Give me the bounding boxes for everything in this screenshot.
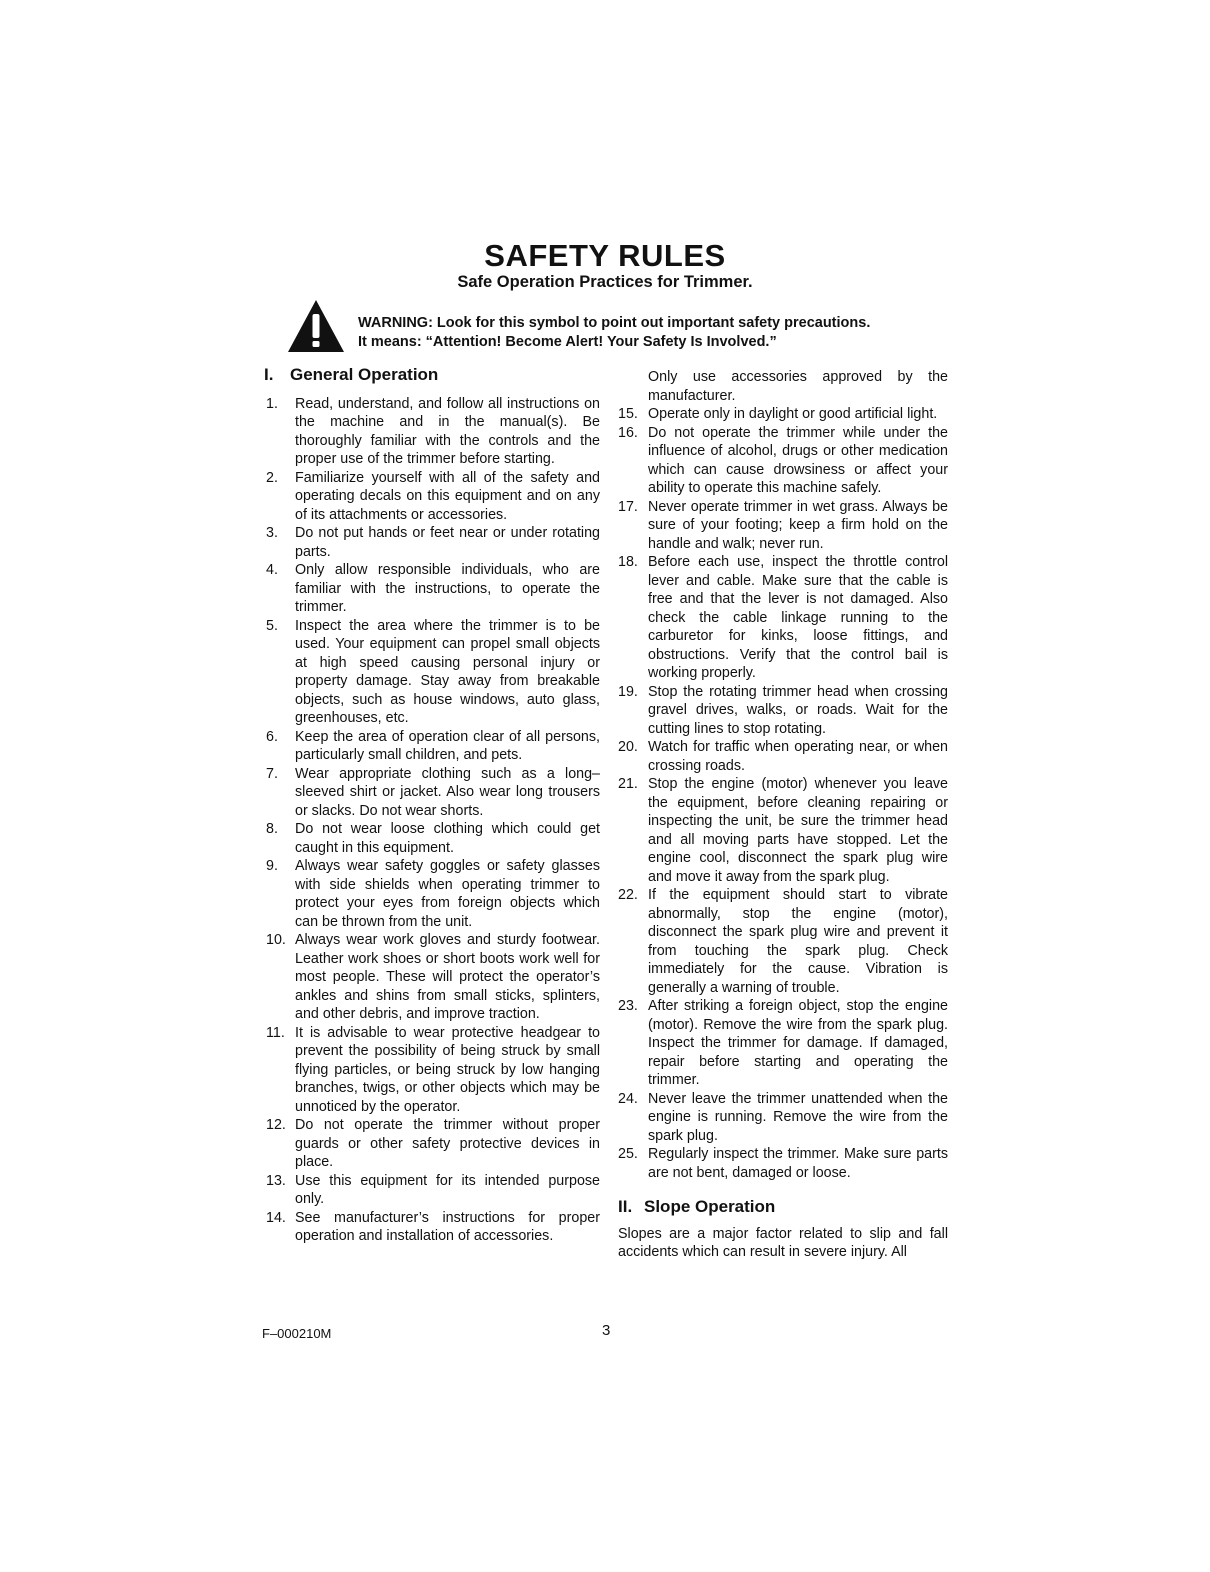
right-column [618,368,948,1262]
list-item-text: Stop the rotating trimmer head when crossing gravel drives, walks, or roads. Wait for the cutting lines to stop rotating. [648,683,948,737]
section-number: II. [618,1197,633,1216]
section-title: General Operation [290,365,439,384]
section-paragraph: Slopes are a major factor related to slip and fall accidents which can result in severe injury. All [618,1225,948,1260]
list-item-number: 7. [266,765,278,782]
list-item [262,1116,600,1172]
list-item-number: 4. [266,562,278,578]
list-item [262,1024,600,1117]
list-item-number: 6. [266,728,278,745]
list-item [262,561,600,617]
left-column [262,366,600,1246]
warning-line-2: It means: “Attention! Become Alert! Your Safety Is Involved.” [358,334,777,350]
list-item [262,857,600,931]
list-item-number: 10. [266,932,286,948]
list-item-text: Keep the area of operation clear of all persons, particularly small children, and pets. [295,728,600,763]
list-item [618,997,948,1090]
list-item-text: Only allow responsible individuals, who are familiar with the instructions, to operate the trimmer. [295,562,600,615]
list-item-text: Do not operate the trimmer without proper guards or other safety protective devices in place. [295,1117,600,1170]
list-item-number: 24. [618,1090,638,1107]
warning-callout [358,314,870,352]
list-item-number: 14. [266,1209,286,1226]
page-number: 3 [602,1322,611,1339]
list-item-text: Stop the engine (motor) whenever you leave the equipment, before cleaning repairing or inspecting the unit, be sure the trimmer head and all moving parts have stopped. Let the engine cool, disconnect the spark plug wire and move it away from the spark plug. [648,776,948,885]
list-item-number: 12. [266,1117,286,1133]
list-item-text: See manufacturer’s instructions for proper operation and installation of accessories. [295,1209,600,1244]
list-item-text: Read, understand, and follow all instructions on the machine and in the manual(s). Be thoroughly familiar with the controls and the proper use of the trimmer before starting. [295,395,600,467]
list-item-number: 25. [618,1146,638,1162]
list-item-number: 3. [266,525,278,541]
list-item-text: Familiarize yourself with all of the safety and operating decals on this equipment and on any of its attachments or accessories. [295,469,600,523]
list-item [618,886,948,997]
list-item-text: After striking a foreign object, stop the engine (motor). Remove the wire from the spark plug. Inspect the trimmer for damage. If damaged, repair before starting and operating the trimmer. [648,998,948,1088]
page-subtitle: Safe Operation Practices for Trimmer. [457,273,753,291]
list-item-text: Always wear safety goggles or safety glasses with side shields when operating trimmer to protect your eyes from foreign objects which can be thrown from the unit. [295,858,600,930]
list-item [618,424,948,498]
list-item-text: It is advisable to wear protective headgear to prevent the possibility of being struck by small flying particles, or being struck by low hanging branches, twigs, or other objects which may be unnoticed by the operator. [295,1024,600,1115]
rule-list-left [262,395,600,1246]
document-code: F–000210M [262,1326,332,1341]
list-item-text: Inspect the area where the trimmer is to be used. Your equipment can propel small objects at high speed causing personal injury or property damage. Stay away from breakable objects, such as house windows, auto glass, greenhouses, etc. [295,617,600,726]
list-item-number: 5. [266,617,278,634]
list-item-number: 22. [618,887,638,903]
list-item [618,738,948,775]
section-heading-general-operation [264,366,600,385]
list-item-text: Before each use, inspect the throttle control lever and cable. Make sure that the cable is free and that the lever is not damaged. Also check the cable linkage running to the carburetor for kinks, loose fittings, and obstructions. Verify that the control bail is working properly. [648,554,948,681]
list-item-text: Do not put hands or feet near or under rotating parts. [295,525,600,560]
list-item [262,820,600,857]
list-item-number: 20. [618,739,638,755]
list-item [262,469,600,525]
list-item-number: 9. [266,858,278,874]
list-item [618,1145,948,1182]
list-item [262,617,600,728]
section-title: Slope Operation [644,1197,776,1216]
list-item-text: If the equipment should start to vibrate abnormally, stop the engine (motor), disconnect the spark plug wire and prevent it from touching the spark plug. Check immediately for the cause. Vibration is generally a warning of trouble. [648,887,948,996]
list-item-number: 2. [266,469,278,486]
list-item [262,1209,600,1246]
list-item-text: Operate only in daylight or good artificial light. [648,406,938,422]
list-item-text: Wear appropriate clothing such as a long–sleeved shirt or jacket. Also wear long trousers or slacks. Do not wear shorts. [295,765,600,819]
list-item-number: 1. [266,395,278,412]
list-item [262,1172,600,1209]
list-item [618,553,948,683]
list-item [618,405,948,424]
section-heading-slope-operation [618,1198,948,1217]
list-item-text: Do not operate the trimmer while under the influence of alcohol, drugs or other medication which can cause drowsiness or affect your ability to operate this machine safely. [648,424,948,496]
list-item [618,498,948,554]
list-item-text: Use this equipment for its intended purpose only. [295,1172,600,1207]
list-item-number: 19. [618,683,638,700]
list-item [618,683,948,739]
rule-list-right [618,405,948,1182]
list-item-number: 21. [618,776,638,792]
list-item-number: 13. [266,1172,286,1189]
list-item-number: 11. [266,1024,285,1041]
list-item [262,524,600,561]
list-item-text: Watch for traffic when operating near, or when crossing roads. [648,739,948,774]
warning-line-1: WARNING: Look for this symbol to point out important safety precautions. [358,315,871,331]
section-number: I. [264,365,274,384]
rule-14-continued: Only use accessories approved by the manufacturer. [648,369,948,404]
list-item-text: Do not wear loose clothing which could get caught in this equipment. [295,821,600,856]
list-item-text: Never operate trimmer in wet grass. Always be sure of your footing; keep a firm hold on the handle and walk; never run. [648,498,948,552]
list-item-text: Regularly inspect the trimmer. Make sure parts are not bent, damaged or loose. [648,1146,948,1181]
list-item-number: 23. [618,998,638,1014]
list-item [262,765,600,821]
list-item-number: 18. [618,554,638,570]
list-item [262,931,600,1024]
list-item-number: 15. [618,406,638,422]
list-item [262,728,600,765]
list-item-number: 17. [618,498,638,515]
page-title: SAFETY RULES [484,238,726,273]
warning-triangle-icon [286,298,346,354]
list-item-number: 8. [266,821,278,837]
list-item-text: Always wear work gloves and sturdy footwear. Leather work shoes or short boots work well for most people. These will protect the operator’s ankles and shins from small sticks, splinters, and other debris, and improve traction. [295,932,600,1022]
list-item [618,775,948,886]
list-item [618,1090,948,1146]
list-item-text: Never leave the trimmer unattended when the engine is running. Remove the wire from the spark plug. [648,1090,948,1144]
list-item-number: 16. [618,424,638,441]
list-item [262,395,600,469]
